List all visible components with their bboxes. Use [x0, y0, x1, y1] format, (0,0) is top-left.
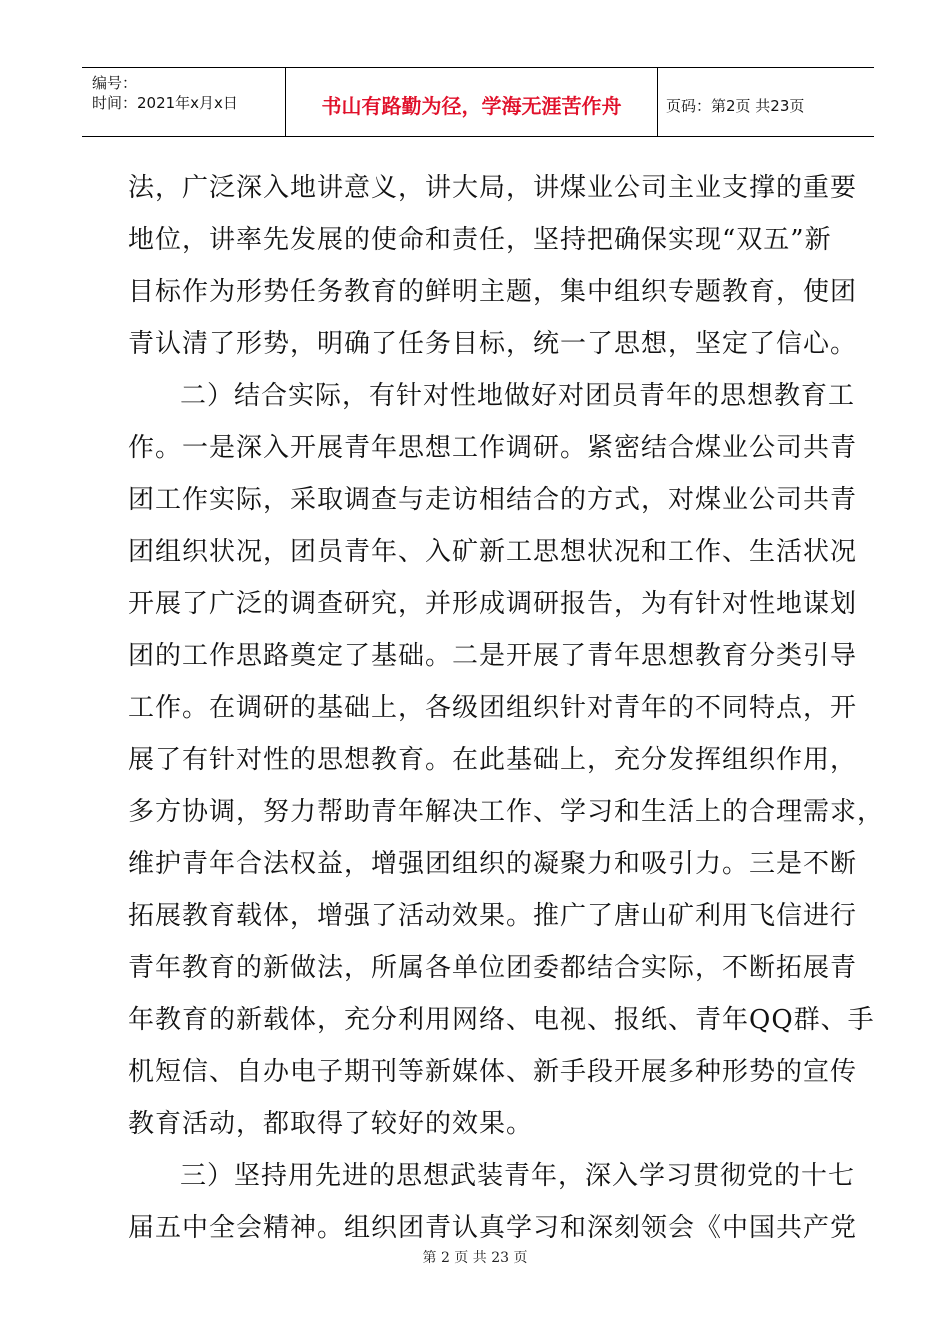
header-page-cell: [658, 68, 874, 136]
body-line: 目标作为形势任务教育的鲜明主题，集中组织专题教育，使团: [128, 277, 858, 307]
body-line: 届五中全会精神。组织团青认真学习和深刻领会《中国共产党: [128, 1213, 858, 1243]
paragraph-heading-line: 二）结合实际，有针对性地做好对团员青年的思想教育工: [180, 381, 856, 411]
body-line: 团工作实际，采取调查与走访相结合的方式，对煤业公司共青: [128, 485, 858, 515]
page-footer: 第 2 页 共 23 页: [422, 1250, 528, 1266]
document-number-label: 编号：: [92, 74, 138, 92]
body-line: 团组织状况，团员青年、入矿新工思想状况和工作、生活状况: [128, 537, 858, 567]
body-line: 青年教育的新做法，所属各单位团委都结合实际，不断拓展青: [128, 953, 858, 983]
page-header: [82, 67, 874, 137]
header-motto-cell: [286, 68, 658, 136]
body-line: 作。一是深入开展青年思想工作调研。紧密结合煤业公司共青: [128, 433, 858, 463]
body-line: 多方协调，努力帮助青年解决工作、学习和生活上的合理需求，: [128, 797, 885, 827]
body-line: 开展了广泛的调查研究，并形成调研报告，为有针对性地谋划: [128, 589, 858, 619]
body-line: 年教育的新载体，充分利用网络、电视、报纸、青年QQ群、手: [128, 1005, 875, 1035]
header-page-number: 页码：第2页 共23页: [666, 97, 805, 115]
body-line: 地位，讲率先发展的使命和责任，坚持把确保实现“双五”新: [128, 225, 832, 255]
body-line: 展了有针对性的思想教育。在此基础上，充分发挥组织作用，: [128, 745, 858, 775]
header-motto: 书山有路勤为径，学海无涯苦作舟: [321, 94, 622, 118]
body-line: 工作。在调研的基础上，各级团组织针对青年的不同特点，开: [128, 693, 858, 723]
document-time-label: 时间：2021年x月x日: [92, 94, 238, 112]
body-line: 维护青年合法权益，增强团组织的凝聚力和吸引力。三是不断: [128, 849, 858, 879]
document-body: [128, 162, 885, 1254]
paragraph-heading-line: 三）坚持用先进的思想武装青年，深入学习贯彻党的十七: [180, 1161, 856, 1191]
body-line: 法，广泛深入地讲意义，讲大局，讲煤业公司主业支撑的重要: [128, 173, 858, 203]
body-line: 教育活动，都取得了较好的效果。: [128, 1109, 534, 1139]
header-info-cell: [82, 68, 286, 136]
body-line: 机短信、自办电子期刊等新媒体、新手段开展多种形势的宣传: [128, 1057, 858, 1087]
body-line: 青认清了形势，明确了任务目标，统一了思想，坚定了信心。: [128, 329, 858, 359]
body-line: 团的工作思路奠定了基础。二是开展了青年思想教育分类引导: [128, 641, 858, 671]
body-line: 拓展教育载体，增强了活动效果。推广了唐山矿利用飞信进行: [128, 901, 858, 931]
